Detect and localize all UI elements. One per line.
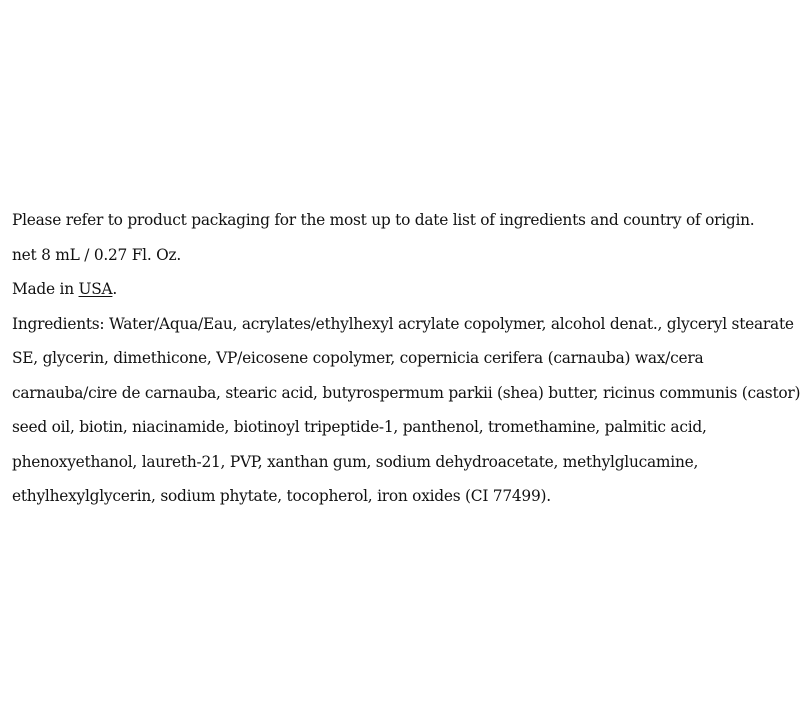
ingredients-line: Ingredients: Water/Aqua/Eau, acrylates/ethylhexyl acrylate copolymer, alcohol denat., glyceryl stearate xyxy=(12,314,794,333)
origin-prefix: Made in xyxy=(12,280,79,298)
ingredients-line: phenoxyethanol, laureth-21, PVP, xanthan gum, sodium dehydroacetate, methylglucamine, xyxy=(12,452,699,471)
ingredients-line: ethylhexylglycerin, sodium phytate, tocopherol, iron oxides (CI 77499). xyxy=(12,487,551,505)
ingredients-line: seed oil, biotin, niacinamide, biotinoyl tripeptide-1, panthenol, tromethamine, palmitic acid, xyxy=(12,418,707,436)
origin-country: USA xyxy=(78,280,113,298)
origin-suffix: . xyxy=(112,280,118,298)
net-content: net 8 mL / 0.27 Fl. Oz. xyxy=(12,245,181,264)
product-info xyxy=(12,203,800,514)
ingredients-line: SE, glycerin, dimethicone, VP/eicosene copolymer, copernicia cerifera (carnauba) wax/cera xyxy=(12,349,704,367)
ingredients-list xyxy=(12,307,800,514)
packaging-notice: Please refer to product packaging for the most up to date list of ingredients and country of origin. xyxy=(12,211,755,229)
country-of-origin xyxy=(12,272,800,307)
ingredients-line: carnauba/cire de carnauba, stearic acid, butyrospermum parkii (shea) butter, ricinus communis (castor) xyxy=(12,383,800,402)
